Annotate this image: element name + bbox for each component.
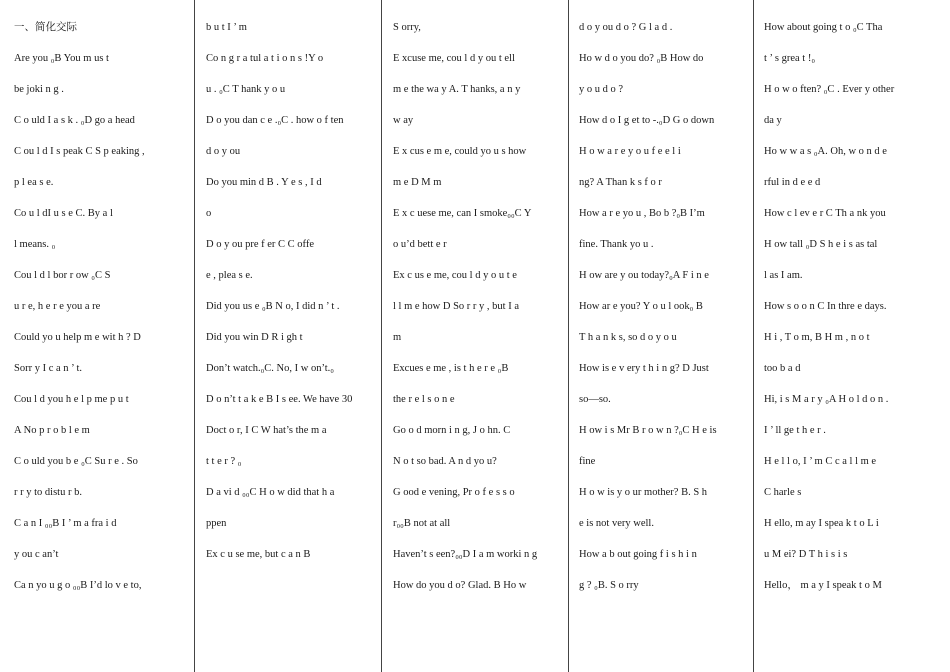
text-line: Co u l dI u s e C. By a l: [14, 208, 113, 219]
text-line: H ow i s Mr B r o w n ?₀C H e is: [579, 425, 717, 436]
text-line: p l ea s e.: [14, 177, 54, 188]
text-line: C harle s: [764, 487, 802, 498]
text-line: Excues e me , is t h e r e ₀B: [393, 363, 509, 374]
text-line: How d o I g et to -.₀D G o down: [579, 115, 715, 126]
text-line: Cou l d l bor r ow ₀C S: [14, 270, 111, 281]
text-line: fine. Thank yo u .: [579, 239, 654, 250]
text-line: How do you d o? Glad. B Ho w: [393, 580, 527, 591]
text-line: Sorr y I c a n ’ t.: [14, 363, 83, 374]
text-line: T h a n k s, so d o y o u: [579, 332, 677, 343]
text-line: A No p r o b l e m: [14, 425, 90, 436]
text-line: y o u d o ?: [579, 84, 624, 95]
text-line: H ow are y ou today?₀A F i n e: [579, 270, 709, 281]
text-column-4: [568, 0, 753, 672]
text-line: too b a d: [764, 363, 801, 374]
text-line: Ca n yo u g o ₀₀B I’d lo v e to,: [14, 580, 142, 591]
text-line: 一、简化交际: [14, 22, 77, 33]
text-line: D a vi d ₀₀C H o w did that h a: [206, 487, 335, 498]
text-line: be joki n g .: [14, 84, 64, 95]
text-line: D o y ou pre f er C C offe: [206, 239, 314, 250]
text-column-5: [753, 0, 950, 672]
text-line: d o y ou d o ? G l a d .: [579, 22, 673, 33]
text-line: b u t I ’ m: [206, 22, 247, 33]
text-line: Ex c us e me, cou l d y o u t e: [393, 270, 517, 281]
text-line: Hello， m a y I speak t o M: [764, 580, 882, 591]
text-line: so—so.: [579, 394, 611, 405]
text-line: C o uld you b e ₀C Su r e . So: [14, 456, 138, 467]
text-line: d o y ou: [206, 146, 241, 157]
text-line: C o uld I a s k . ₀D go a head: [14, 115, 135, 126]
text-line: Haven’t s een?₀₀D I a m worki n g: [393, 549, 538, 560]
text-line: rful in d e e d: [764, 177, 821, 188]
text-line: Hi, i s M a r y ₀A H o l d o n .: [764, 394, 889, 405]
text-line: m: [393, 332, 402, 343]
text-line: m e the wa y A. T hanks, a n y: [393, 84, 521, 95]
text-line: Doct o r, I C W hat’s the m a: [206, 425, 327, 436]
text-line: N o t so bad. A n d yo u?: [393, 456, 497, 467]
text-line: r r y to distu r b.: [14, 487, 82, 498]
text-line: How c l ev e r C Th a nk you: [764, 208, 886, 219]
text-line: l as I am.: [764, 270, 803, 281]
text-line: H o w a r e y o u f e e l i: [579, 146, 681, 157]
text-line: How ar e you? Y o u l ook₀ B: [579, 301, 703, 312]
text-line: Could yo u help m e wit h ? D: [14, 332, 141, 343]
text-line: w ay: [393, 115, 414, 126]
text-line: How s o o n C In thre e days.: [764, 301, 887, 312]
text-line: da y: [764, 115, 782, 126]
text-line: How is e v ery t h i n g? D Just: [579, 363, 709, 374]
text-line: o u’d bett e r: [393, 239, 447, 250]
text-column-2: [194, 0, 381, 672]
text-column-1: [0, 0, 194, 672]
text-line: ppen: [206, 518, 227, 529]
text-line: t ’ s grea t !₀: [764, 53, 815, 64]
text-line: g ? ₀B. S o rry: [579, 580, 639, 591]
text-line: r₀₀B not at all: [393, 518, 451, 529]
text-line: I ’ ll ge t h e r .: [764, 425, 826, 436]
text-line: G ood e vening, Pr o f e s s o: [393, 487, 515, 498]
text-line: u M ei? D T h i s i s: [764, 549, 848, 560]
text-line: D o you dan c e .₀C . how o f ten: [206, 115, 344, 126]
text-line: Ho w d o you do? ₀B How do: [579, 53, 704, 64]
text-line: E x cus e m e, could yo u s how: [393, 146, 527, 157]
text-line: Are you ₀B You m us t: [14, 53, 109, 64]
text-line: E x c uese me, can I smoke₀₀C Y: [393, 208, 532, 219]
text-line: e is not very well.: [579, 518, 654, 529]
text-line: C a n I ₀₀B I ’ m a fra i d: [14, 518, 117, 529]
text-line: How a b out going f i s h i n: [579, 549, 697, 560]
text-line: H e l l o, I ’ m C c a l l m e: [764, 456, 877, 467]
text-line: E xcuse me, cou l d y ou t ell: [393, 53, 515, 64]
text-line: S orry,: [393, 22, 421, 33]
text-line: H ello, m ay I spea k t o L i: [764, 518, 879, 529]
text-line: Co n g r a tul a t i o n s !Y o: [206, 53, 324, 64]
text-line: fine: [579, 456, 596, 467]
text-line: u . ₀C T hank y o u: [206, 84, 286, 95]
text-line: u r e, h e r e you a re: [14, 301, 101, 312]
text-line: Did you us e ₀B N o, I did n ’ t .: [206, 301, 340, 312]
text-line: the r e l s o n e: [393, 394, 455, 405]
text-line: ng? A Than k s f o r: [579, 177, 662, 188]
text-line: How about going t o ₀C Tha: [764, 22, 883, 33]
text-line: D o n’t t a k e B I s ee. We have 30: [206, 394, 353, 405]
text-line: m e D M m: [393, 177, 442, 188]
text-line: How a r e yo u , Bo b ?₀B I’m: [579, 208, 705, 219]
text-line: Don’t watch.₀C. No, I w on’t.₀: [206, 363, 334, 374]
text-line: H o w o ften? ₀C . Ever y other: [764, 84, 895, 95]
text-line: C ou l d I s peak C S p eaking ,: [14, 146, 145, 157]
text-line: o: [206, 208, 212, 219]
text-line: y ou c an’t: [14, 549, 59, 560]
text-line: l l m e how D So r r y , but I a: [393, 301, 519, 312]
text-line: H i , T o m, B H m , n o t: [764, 332, 870, 343]
text-line: l means. ₀: [14, 239, 56, 250]
text-line: Did you win D R i gh t: [206, 332, 303, 343]
text-line: t t e r ? ₀: [206, 456, 242, 467]
text-column-3: [381, 0, 568, 672]
text-line: Ex c u se me, but c a n B: [206, 549, 311, 560]
text-line: Cou l d you h e l p me p u t: [14, 394, 129, 405]
text-line: H o w is y o ur mother? B. S h: [579, 487, 708, 498]
text-line: Go o d morn i n g, J o hn. C: [393, 425, 511, 436]
text-line: e , plea s e.: [206, 270, 253, 281]
text-line: Ho w w a s ₀A. Oh, w o n d e: [764, 146, 887, 157]
text-line: H ow tall ₀D S h e i s as tal: [764, 239, 878, 250]
text-line: Do you min d B . Y e s , I d: [206, 177, 322, 188]
